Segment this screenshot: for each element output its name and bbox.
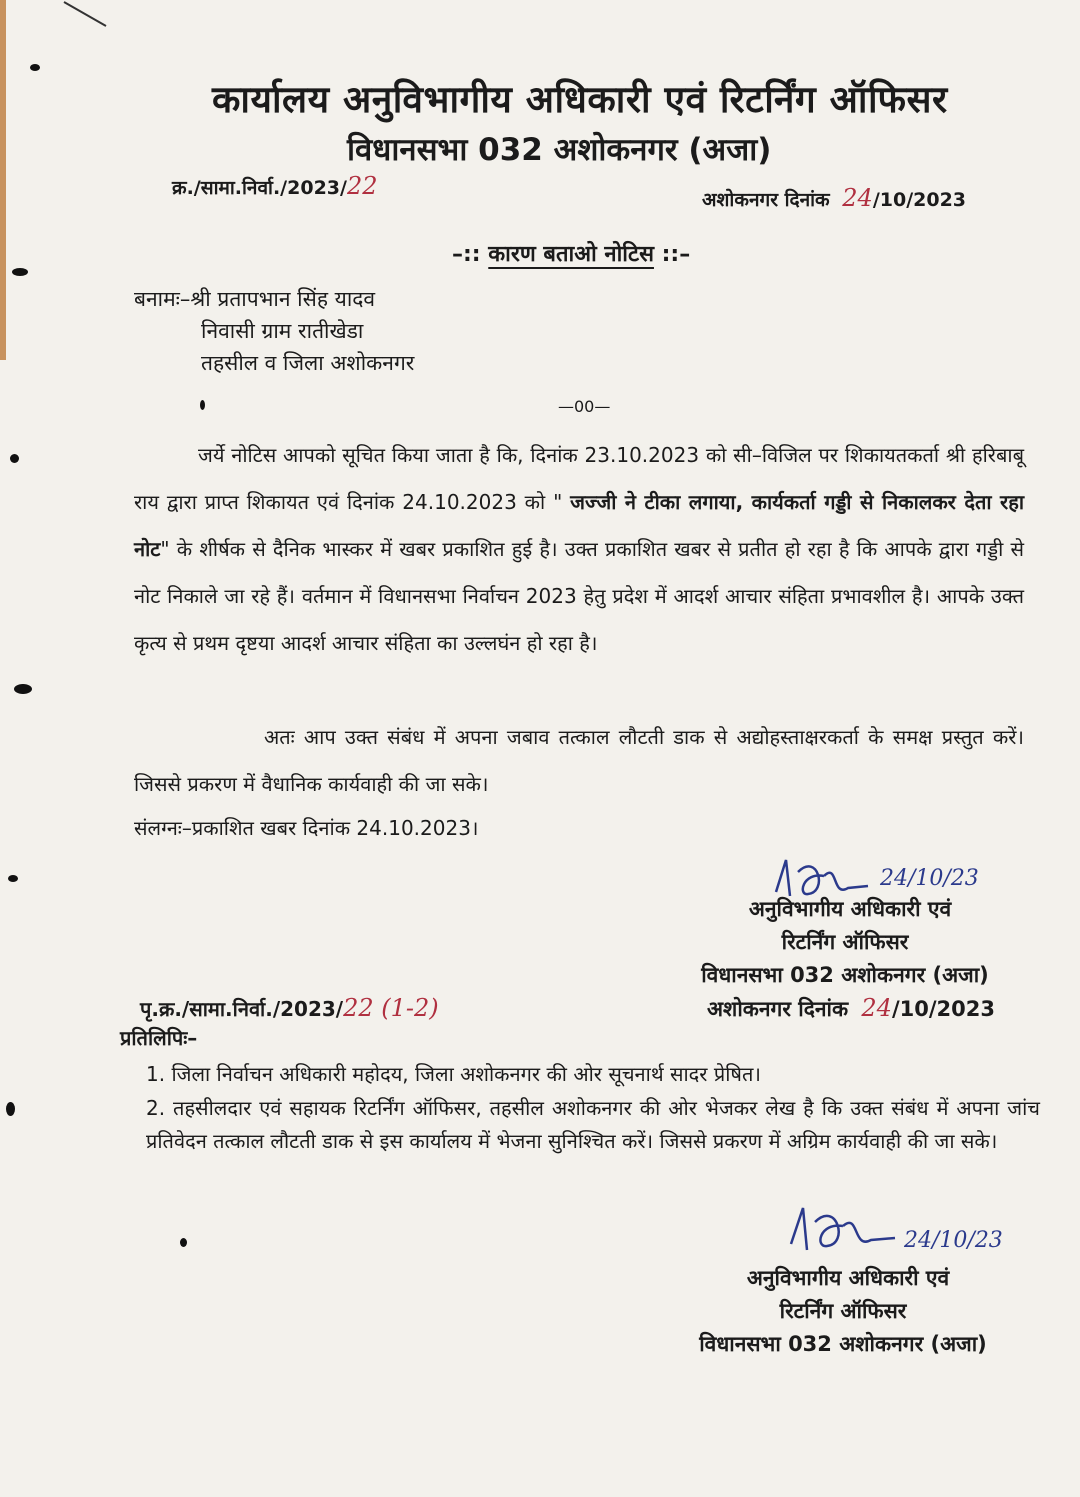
signatory-title-1: अनुविभागीय अधिकारी एवं xyxy=(746,1266,950,1290)
enclosure-line: संलग्नः–प्रकाशित खबर दिनांक 24.10.2023। xyxy=(134,816,479,840)
punch-dot xyxy=(6,1102,15,1116)
office-heading: कार्यालय अनुविभागीय अधिकारी एवं रिटर्निंग ऑफिसर xyxy=(212,78,948,121)
punch-dot xyxy=(200,400,205,410)
signatory-block xyxy=(676,1262,1010,1361)
date-suffix: /10/2023 xyxy=(891,997,995,1021)
signatory-title-1: अनुविभागीय अधिकारी एवं xyxy=(748,897,952,921)
endorsement-date xyxy=(707,994,995,1023)
separator: —00— xyxy=(558,397,611,416)
copy-list-item xyxy=(146,1092,1040,1158)
punch-dot xyxy=(180,1238,187,1247)
punch-dot xyxy=(8,875,18,882)
signatory-title-2: रिटर्निंग ऑफिसर xyxy=(779,1299,907,1323)
punch-dot xyxy=(12,268,28,276)
date-prefix: अशोकनगर दिनांक xyxy=(702,189,830,211)
notice-title-prefix: –:: xyxy=(452,242,489,267)
date-handwritten: 24 xyxy=(861,994,892,1022)
news-headline: जज्जी ने टीका लगाया, कार्यकर्ता गड्डी से निकालकर देता रहा नोट xyxy=(134,490,1024,561)
date-suffix: /10/2023 xyxy=(872,189,967,211)
date-prefix: अशोकनगर दिनांक xyxy=(707,997,849,1021)
endorsement-handwritten: 22 (1-2) xyxy=(343,994,439,1022)
signatory-title-3: विधानसभा 032 अशोकनगर (अजा) xyxy=(699,1332,987,1356)
issue-date xyxy=(702,184,966,212)
corner-stroke xyxy=(60,0,110,30)
reference-number xyxy=(172,172,378,200)
notice-title-text: कारण बताओ नोटिस xyxy=(488,242,654,267)
copy-list-item: 1. जिला निर्वाचन अधिकारी महोदय, जिला अशोकनगर की ओर सूचनार्थ सादर प्रेषित। xyxy=(146,1062,761,1086)
punch-dot xyxy=(14,684,32,694)
notice-title-suffix: ::– xyxy=(653,242,691,267)
notice-title xyxy=(452,238,690,268)
page-edge-mark xyxy=(0,0,6,360)
addressee-line-3: तहसील व जिला अशोकनगर xyxy=(201,351,415,375)
signatory-title-3: विधानसभा 032 अशोकनगर (अजा) xyxy=(701,963,989,987)
office-subheading: विधानसभा 032 अशोकनगर (अजा) xyxy=(347,132,772,168)
signatory-block xyxy=(680,893,1010,992)
date-handwritten: 24 xyxy=(842,184,873,212)
signatory-title-2: रिटर्निंग ऑफिसर xyxy=(781,930,909,954)
reference-prefix: क्र./सामा.निर्वा./2023/ xyxy=(172,177,347,199)
signature-scribble xyxy=(783,1200,903,1260)
punch-dot xyxy=(30,64,40,71)
paragraph-text: जर्ये नोटिस आपको सूचित किया जाता है कि, दिनांक 23.10.2023 को सी–विजिल पर शिकायतकर्ता श्री हरिबाबू राय द्वारा प्राप्त शिकायत एवं दिनांक 24.10.2023 को " xyxy=(134,443,1024,514)
paragraph-text: अतः आप उक्त संबंध में अपना जबाव तत्काल लौटती डाक से अद्योहस्ताक्षरकर्ता के समक्ष प्रस्तुत करें। जिससे प्रकरण में वैधानिक कार्यवाही की जा सके। xyxy=(134,725,1024,796)
endorsement-reference xyxy=(140,994,439,1022)
signature-date: 24/10/23 xyxy=(880,866,979,891)
copy-label: प्रतिलिपिः– xyxy=(120,1026,198,1050)
copy-list-text: 2. तहसीलदार एवं सहायक रिटर्निंग ऑफिसर, तहसील अशोकनगर की ओर भेजकर लेख है कि उक्त संबंध में अपना जांच प्रतिवेदन तत्काल लौटती डाक से इस कार्यालय में भेजना सुनिश्चित करें। जिससे प्रकरण में अग्रिम कार्यवाही की जा सके। xyxy=(146,1096,1040,1153)
signature-date: 24/10/23 xyxy=(904,1228,1003,1253)
punch-dot xyxy=(10,454,19,463)
addressee-line-2: निवासी ग्राम रातीखेडा xyxy=(201,319,364,343)
body-paragraph-1 xyxy=(134,432,1024,667)
endorsement-prefix: पृ.क्र./सामा.निर्वा./2023/ xyxy=(140,997,344,1021)
addressee-line-1: बनामः–श्री प्रतापभान सिंह यादव xyxy=(134,287,376,311)
body-paragraph-2 xyxy=(134,714,1024,808)
reference-handwritten: 22 xyxy=(346,172,378,200)
paragraph-text: " के शीर्षक से दैनिक भास्कर में खबर प्रकाशित हुई है। उक्त प्रकाशित खबर से प्रतीत हो रहा है कि आपके द्वारा गड्डी से नोट निकाले जा रहे हैं। वर्तमान में विधानसभा निर्वाचन 2023 हेतु प्रदेश में आदर्श आचार संहिता प्रभावशील है। आपके उक्त कृत्य से प्रथम दृष्टया आदर्श आचार संहिता का उल्लघंन हो रहा है। xyxy=(134,537,1024,655)
